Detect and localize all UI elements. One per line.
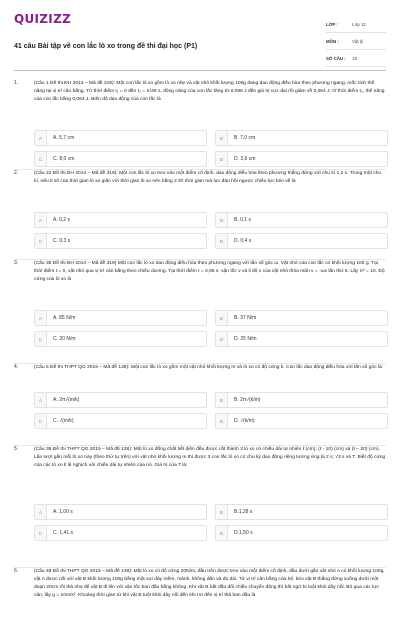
question-text: (Câu 1 Đề thi ĐH 2014 – Mã đề 319): Một con lắc lò xo gồm lò xo nhẹ và vật nhỏ khối lượng 100g đang dao động điều hòa theo phương ngang, mốc tính thế năng tại vị trí cân bằng. Từ thời điểm t₁ = 0 đến t₂ = π/48 s, động năng của con lắc tăng từ 0,096 J đến giá trị cực đại rồi giảm về 0,064 J. Ở thời điểm t₂, thế năng của con lắc bằng 0,064 J. Biên độ dao động của con lắc là	[34, 81, 385, 102]
question-text: (Câu 5 Đề thi THPT QG 2015 – Mã đề 138): Một con lắc lò xo gồm một vật nhỏ khối lượng m và lò xo có độ cứng k. Con lắc dao động điều hòa với tần số góc là:	[34, 365, 384, 370]
meta-table	[326, 16, 386, 67]
document-title: 41 câu Bài tập về con lắc lò xo trong đề thi đại học (P1)	[14, 43, 198, 50]
meta-row-class	[326, 16, 386, 33]
choice-text: A. 2π√(m/k)	[53, 397, 80, 403]
choice-c[interactable]	[34, 233, 207, 249]
question-3	[14, 260, 386, 364]
choice-text: D.1,50 s	[234, 530, 253, 536]
question-number: 6.	[14, 568, 19, 574]
choice-group	[34, 310, 388, 347]
choice-letter: C	[35, 234, 47, 248]
page-header	[14, 10, 386, 62]
choice-letter: D	[216, 414, 228, 428]
choice-a[interactable]	[34, 310, 207, 326]
choice-group	[34, 212, 388, 249]
question-4	[14, 364, 386, 446]
choice-text: B. 2π√(k/m)	[234, 397, 261, 403]
choice-b[interactable]	[215, 212, 388, 228]
choice-text: D. √(k/m)	[234, 418, 255, 424]
question-number: 1.	[14, 80, 19, 86]
choice-d[interactable]	[215, 525, 388, 541]
choice-c[interactable]	[34, 413, 207, 429]
quizizz-logo: QUIZIZZ	[14, 12, 72, 26]
choice-letter: A	[35, 213, 47, 227]
choice-letter: C	[35, 414, 47, 428]
choice-letter: C	[35, 152, 47, 166]
question-5	[14, 446, 386, 568]
choice-text: C. 8,0 cm	[53, 156, 75, 162]
choice-letter: B	[216, 131, 228, 145]
question-number: 2.	[14, 170, 19, 176]
question-text: (Câu 48 Đề thi THPT QG 2015 – Mã đề 138): Một lò xo có độ cứng 20N/m, đầu trên được treo vào một điểm cố định, đầu dưới gắn vật nhỏ A có khối lượng 100g, vật A được nối với vật B khối lượng 100g bằng một sợi dây mềm, mảnh, không dãn và đủ dài. Từ vị trí cân bằng của hệ, kéo vật B thẳng đứng xuống dưới một đoạn 20cm rồi thả nhẹ để vật B đi lên với vận tốc ban đầu bằng không. Khi vật B bắt đầu đổi chiều chuyển động thì bất ngờ bị tuột khỏi dây nối. Bỏ qua các lực cản, lấy g = 10m/s². Khoảng thời gian từ khi vật B tuột khỏi dây nối đến khi rơi đến vị trí thả ban đầu là	[34, 569, 385, 598]
choice-a[interactable]	[34, 130, 207, 146]
choice-text: D. 25 N/m	[234, 336, 257, 342]
choice-group	[34, 392, 388, 429]
choice-d[interactable]	[215, 413, 388, 429]
header-divider	[14, 70, 386, 71]
choice-a[interactable]	[34, 504, 207, 520]
choice-b[interactable]	[215, 130, 388, 146]
meta-row-subject	[326, 33, 386, 50]
choice-letter: D	[216, 526, 228, 540]
choice-letter: C	[35, 526, 47, 540]
choice-text: D. 3,6 cm	[234, 156, 256, 162]
choice-text: B. 7,0 cm	[234, 135, 256, 141]
choice-letter: D	[216, 152, 228, 166]
question-number: 3.	[14, 260, 19, 266]
choice-a[interactable]	[34, 392, 207, 408]
question-text: (Câu 39 Đề thi THPT QG 2015 – Mã đề 138): Một lò xo đồng chất tiết diện đều được cắt thành 3 lò xo có chiều dài tự nhiên ℓ (cm); (ℓ - 10) (cm) và (ℓ – 20) (cm). Lần lượt gắn mỗi lò xo này (theo thứ tự trên) với vật nhỏ khối lượng m thì được 3 con lắc lò xo có chu kỳ dao động riêng tương ứng là 2 s; √3 s và T. Biết độ cứng của các lò xo tỉ lệ nghịch với chiều dài tự nhiên của nó. Giá trị của T là:	[34, 447, 386, 468]
question-1	[14, 80, 386, 170]
choice-b[interactable]	[215, 310, 388, 326]
choice-text: A. 1,00 s	[53, 509, 73, 515]
choice-letter: A	[35, 505, 47, 519]
choice-b[interactable]	[215, 504, 388, 520]
choice-text: C. 1,41 s	[53, 530, 74, 536]
choice-d[interactable]	[215, 233, 388, 249]
choice-text: C. √(m/k)	[53, 418, 74, 424]
choice-group	[34, 504, 388, 541]
question-number: 5.	[14, 446, 19, 452]
meta-value: Vật lý	[352, 38, 363, 44]
choice-d[interactable]	[215, 151, 388, 167]
choice-text: D. 0,4 s	[234, 238, 252, 244]
choice-letter: B	[216, 505, 228, 519]
meta-value: 15	[352, 55, 357, 61]
choice-letter: A	[35, 131, 47, 145]
choice-group	[34, 130, 388, 167]
choice-text: A. 0,2 s	[53, 217, 70, 223]
meta-key: LỚP :	[326, 21, 338, 27]
choice-text: B.1,28 s	[234, 509, 253, 515]
choice-letter: D	[216, 332, 228, 346]
meta-key: SỐ CÂU :	[326, 55, 346, 61]
choice-text: B. 37 N/m	[234, 315, 257, 321]
question-list	[14, 80, 386, 628]
choice-c[interactable]	[34, 525, 207, 541]
question-2	[14, 170, 386, 260]
choice-letter: A	[35, 393, 47, 407]
choice-b[interactable]	[215, 392, 388, 408]
choice-c[interactable]	[34, 151, 207, 167]
choice-letter: B	[216, 393, 228, 407]
question-number: 4.	[14, 364, 19, 370]
choice-a[interactable]	[34, 212, 207, 228]
choice-letter: C	[35, 332, 47, 346]
meta-row-count	[326, 50, 386, 67]
question-6	[14, 568, 386, 628]
choice-letter: B	[216, 311, 228, 325]
meta-value: Lớp 12	[352, 21, 366, 27]
choice-letter: D	[216, 234, 228, 248]
choice-text: A. 5,7 cm	[53, 135, 75, 141]
choice-letter: A	[35, 311, 47, 325]
choice-text: B. 0,1 s	[234, 217, 251, 223]
choice-letter: B	[216, 213, 228, 227]
choice-text: C. 0,3 s	[53, 238, 71, 244]
choice-d[interactable]	[215, 331, 388, 347]
choice-c[interactable]	[34, 331, 207, 347]
choice-text: C. 20 N/m	[53, 336, 76, 342]
meta-key: MÔN :	[326, 38, 339, 44]
question-text: (Câu 22 Đề thi ĐH 2014 – Mã đề 319): Một con lắc lò xo treo vào một điểm cố định, dao động điều hòa theo phương thẳng đứng với chu kì 1,2 s. Trong một chu kì, nếu tỉ số của thời gian lò xo giãn với thời gian lò xo nén bằng 2 thì thời gian mà lực đàn hồi ngược chiều lực kéo về là	[34, 171, 382, 184]
choice-text: A. 85 N/m	[53, 315, 76, 321]
question-text: (Câu 35 Đề thi ĐH 2014 – Mã đề 319) Một con lắc lò xo dao động điều hòa theo phương ngang với tần số góc ω. Vật nhỏ của con lắc có khối lượng 100 g. Tại thời điểm t = 0, vật nhỏ qua vị trí cân bằng theo chiều dương. Tại thời điểm t = 0,95 s, vận tốc v và li độ x của vật nhỏ thỏa mãn v = -ωx lần thứ 5. Lấy π² = 10. Độ cứng của lò xo là	[34, 261, 385, 282]
